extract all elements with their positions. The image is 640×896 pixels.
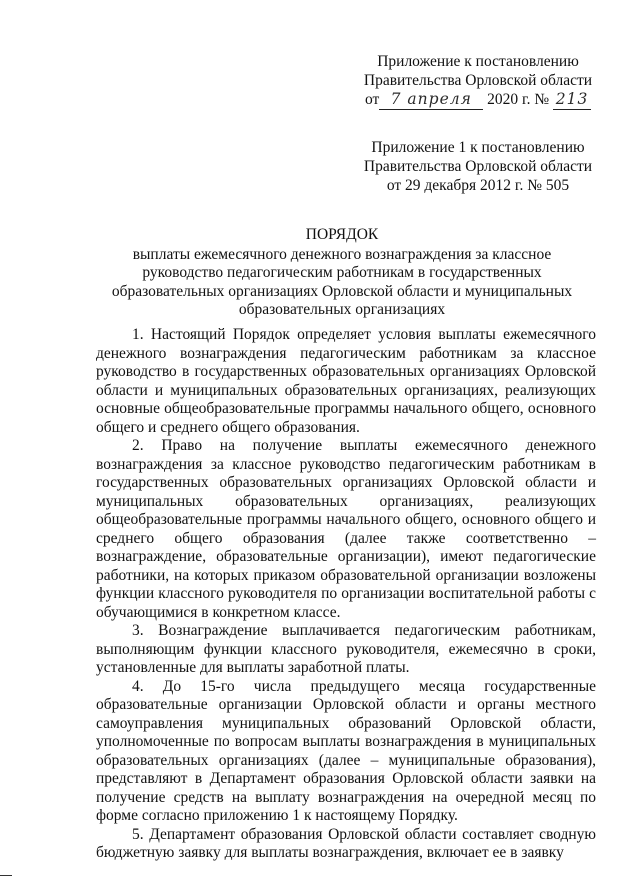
stamp-line: Приложение 1 к постановлению: [371, 139, 585, 156]
handwritten-date: 7 апреля: [379, 90, 483, 110]
paragraph-3: 3. Вознаграждение выплачивается педагогическим работникам, выполняющим функции классного руководителя, ежемесячно в сроки, установленные для выплаты заработной платы.: [96, 622, 596, 676]
paragraph-1: 1. Настоящий Порядок определяет условия выплаты ежемесячного денежного вознаграждения педагогическим работникам за классное руководство в государственных образовательных организациях Орловской области и муниципальных образовательных организациях, реализующих основные общеобразовательные программы начального общего, основного общего и среднего общего образования.: [96, 326, 596, 436]
stamp-line: от 29 декабря 2012 г. № 505: [386, 177, 570, 194]
stamp-line: Правительства Орловской области: [363, 72, 593, 89]
stamp-line: Правительства Орловской области: [363, 158, 593, 175]
date-prefix: от: [364, 91, 380, 108]
title-subtitle: выплаты ежемесячного денежного вознаграждения за классное руководство педагогическим работникам в государственных образовательных организациях Орловской области и муниципальных образовательных организациях: [111, 245, 573, 318]
year-text: 2020 г. №: [487, 91, 550, 108]
approval-stamp: [358, 52, 598, 110]
original-appendix-stamp: [358, 138, 598, 195]
paragraph-5: 5. Департамент образования Орловской области составляет сводную бюджетную заявку для выплаты вознаграждения, включает ее в заявку: [96, 825, 596, 861]
page-edge-mark: [0, 875, 12, 876]
document-body: [96, 326, 596, 863]
stamp-date-line: [358, 90, 598, 110]
title-heading: ПОРЯДОК: [305, 226, 379, 243]
handwritten-number: 213: [553, 90, 591, 110]
stamp-line: Приложение к постановлению: [377, 53, 579, 70]
paragraph-2: 2. Право на получение выплаты ежемесячного денежного вознаграждения за классное руководство педагогическим работникам в государственных образовательных организациях Орловской области и муниципальных образовательных организациях, реализующих общеобразовательные программы начального общего, основного общего и среднего общего образования (далее также соответственно – вознаграждение, образовательные организации), имеют педагогические работники, на которых приказом образовательной организации возложены функции классного руководителя по организации воспитательной работы с обучающимися в конкретном классе.: [96, 437, 596, 621]
paragraph-4: 4. До 15-го числа предыдущего месяца государственные образовательные организации Орловской области и органы местного самоуправления муниципальных образований Орловской области, уполномоченные по вопросам выплаты вознаграждения в муниципальных образовательных организациях (далее – муниципальные образования), представляют в Департамент образования Орловской области заявки на получение средств на выплату вознаграждения на очередной месяц по форме согласно приложению 1 к настоящему Порядку.: [96, 677, 596, 824]
document-title: [96, 226, 588, 320]
